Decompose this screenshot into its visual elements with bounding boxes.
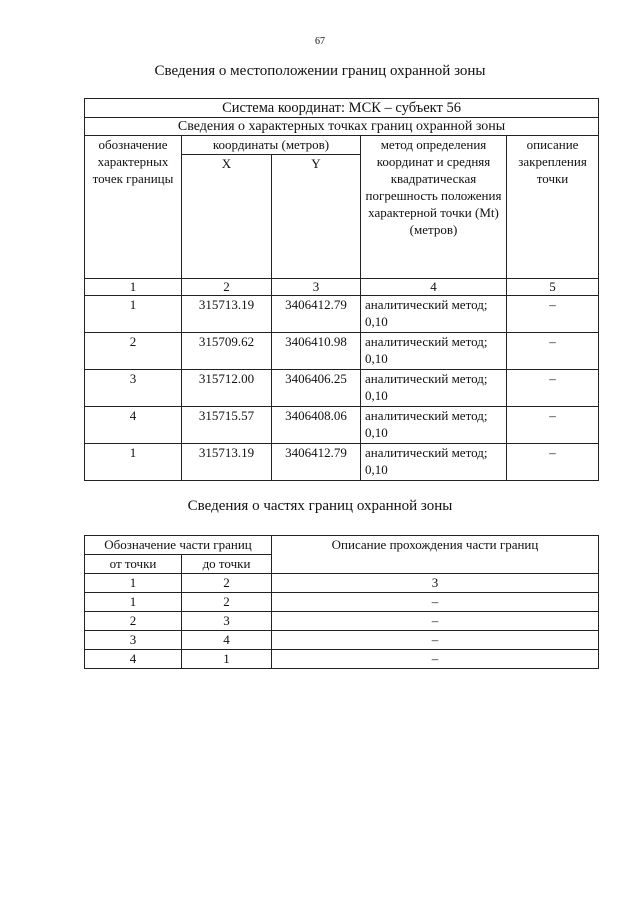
point-number-cell: 1 <box>85 296 182 333</box>
to-point-cell: 1 <box>182 650 272 669</box>
column-number: 1 <box>85 279 182 296</box>
to-point-cell: 2 <box>182 593 272 612</box>
point-number-cell: 4 <box>85 407 182 444</box>
header-to-point: до точки <box>182 555 272 574</box>
characteristic-points-table <box>84 98 599 481</box>
from-point-cell: 3 <box>85 631 182 650</box>
y-coordinate-cell: 3406412.79 <box>272 444 361 481</box>
table-row <box>85 370 599 407</box>
column-number: 3 <box>272 279 361 296</box>
table-row <box>85 650 599 669</box>
from-point-cell: 2 <box>85 612 182 631</box>
point-number-cell: 2 <box>85 333 182 370</box>
description-cell: – <box>507 370 599 407</box>
table-row <box>85 631 599 650</box>
method-cell: аналитический метод; 0,10 <box>361 407 507 444</box>
section-title-boundary-location: Сведения о местоположении границ охранной зоны <box>154 63 486 79</box>
table-row <box>85 407 599 444</box>
column-number: 2 <box>182 279 272 296</box>
header-point-designation: обозначение характерных точек границы <box>85 136 182 279</box>
x-coordinate-cell: 315715.57 <box>182 407 272 444</box>
method-cell: аналитический метод; 0,10 <box>361 296 507 333</box>
y-coordinate-cell: 3406410.98 <box>272 333 361 370</box>
description-cell: – <box>507 296 599 333</box>
point-number-cell: 3 <box>85 370 182 407</box>
to-point-cell: 4 <box>182 631 272 650</box>
table-row <box>85 444 599 481</box>
column-number: 2 <box>182 574 272 593</box>
description-cell: – <box>507 333 599 370</box>
x-coordinate-cell: 315713.19 <box>182 296 272 333</box>
header-description: описание закрепления точки <box>507 136 599 279</box>
header-coordinates: координаты (метров) <box>182 136 361 155</box>
column-number: 3 <box>272 574 599 593</box>
header-part-description: Описание прохождения части границ <box>272 536 599 574</box>
table-row <box>85 593 599 612</box>
header-part-designation: Обозначение части границ <box>85 536 272 555</box>
x-coordinate-cell: 315713.19 <box>182 444 272 481</box>
y-coordinate-cell: 3406408.06 <box>272 407 361 444</box>
column-number: 5 <box>507 279 599 296</box>
to-point-cell: 3 <box>182 612 272 631</box>
header-method: метод определения координат и средняя квадратическая погрешность положения характерной точки (Mt) (метров) <box>361 136 507 279</box>
boundary-parts-table <box>84 535 599 669</box>
point-number-cell: 1 <box>85 444 182 481</box>
header-x: X <box>182 155 272 279</box>
description-cell: – <box>507 444 599 481</box>
method-cell: аналитический метод; 0,10 <box>361 444 507 481</box>
y-coordinate-cell: 3406412.79 <box>272 296 361 333</box>
header-y: Y <box>272 155 361 279</box>
coordinate-system-caption: Система координат: МСК – субъект 56 <box>85 99 599 118</box>
part-description-cell: – <box>272 650 599 669</box>
method-cell: аналитический метод; 0,10 <box>361 370 507 407</box>
description-cell: – <box>507 407 599 444</box>
column-number: 4 <box>361 279 507 296</box>
x-coordinate-cell: 315709.62 <box>182 333 272 370</box>
y-coordinate-cell: 3406406.25 <box>272 370 361 407</box>
part-description-cell: – <box>272 593 599 612</box>
section-title-boundary-parts: Сведения о частях границ охранной зоны <box>187 498 453 514</box>
from-point-cell: 4 <box>85 650 182 669</box>
from-point-cell: 1 <box>85 593 182 612</box>
page-number: 67 <box>315 36 325 47</box>
header-from-point: от точки <box>85 555 182 574</box>
x-coordinate-cell: 315712.00 <box>182 370 272 407</box>
part-description-cell: – <box>272 631 599 650</box>
method-cell: аналитический метод; 0,10 <box>361 333 507 370</box>
part-description-cell: – <box>272 612 599 631</box>
table-row <box>85 296 599 333</box>
table-row <box>85 333 599 370</box>
table-subtitle: Сведения о характерных точках границ охранной зоны <box>85 118 599 136</box>
column-number: 1 <box>85 574 182 593</box>
table-row <box>85 612 599 631</box>
